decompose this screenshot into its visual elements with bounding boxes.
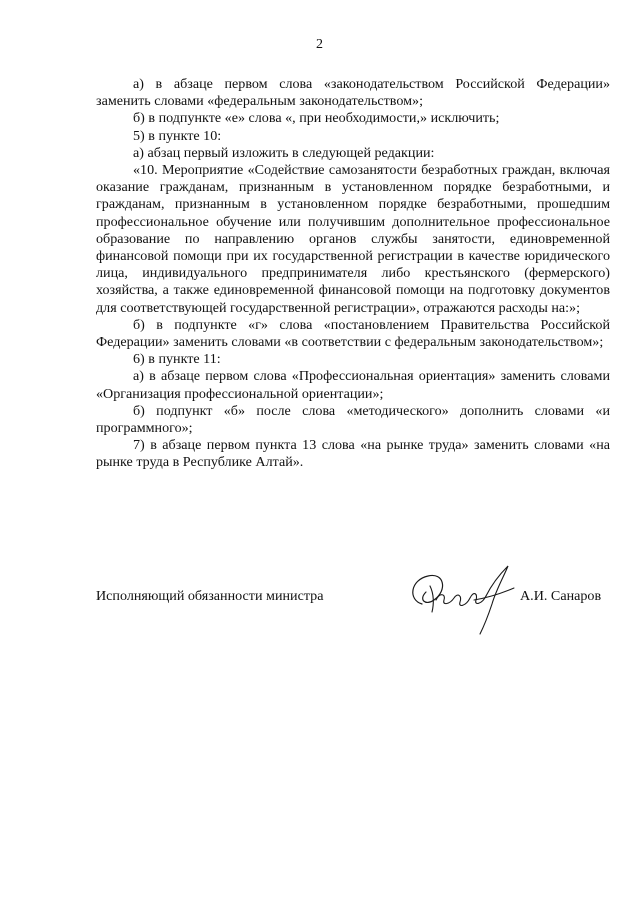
paragraph-10: 7) в абзаце первом пункта 13 слова «на рынке труда» заменить словами «на рынке труда в Республике Алтай». bbox=[96, 437, 610, 471]
paragraph-6: б) в подпункте «г» слова «постановлением Правительства Российской Федерации» заменить словами «в соответствии с федеральным законодательством»; bbox=[96, 316, 610, 351]
paragraph-9: б) подпункт «б» после слова «методического» дополнить словами «и программного»; bbox=[96, 402, 610, 437]
paragraph-2: б) в подпункте «е» слова «, при необходимости,» исключить; bbox=[133, 110, 500, 127]
page-number: 2 bbox=[316, 37, 323, 52]
paragraph-5: «10. Мероприятие «Содействие самозанятости безработных граждан, включая оказание гражданам, признанным в установленном порядке безработными, и гражданам, признанным в установленном порядке безработными, прошедшим профессиональное обучение или получившим дополнительное профессиональное образование по направлению органов службы занятости, единовременной финансовой помощи при их государственной регистрации в качестве юридического лица, индивидуального предпринимателя либо крестьянского (фермерского) хозяйства, а также единовременной финансовой помощи на подготовку документов для соответствующей государственной регистрации», отражаются расходы на:»; bbox=[96, 162, 610, 316]
paragraph-8: а) в абзаце первом слова «Профессиональная ориентация» заменить словами «Организация профессиональной ориентации»; bbox=[96, 368, 610, 402]
paragraph-7: 6) в пункте 11: bbox=[133, 351, 221, 368]
paragraph-4: а) абзац первый изложить в следующей редакции: bbox=[133, 144, 435, 161]
signer-title: Исполняющий обязанности министра bbox=[96, 588, 324, 604]
signer-name: А.И. Санаров bbox=[520, 588, 602, 604]
signature-block bbox=[96, 560, 616, 640]
document-body bbox=[96, 76, 610, 472]
handwritten-signature bbox=[404, 560, 524, 638]
paragraph-3: 5) в пункте 10: bbox=[133, 127, 222, 144]
paragraph-1: а) в абзаце первом слова «законодательством Российской Федерации» заменить словами «федеральным законодательством»; bbox=[96, 76, 610, 110]
